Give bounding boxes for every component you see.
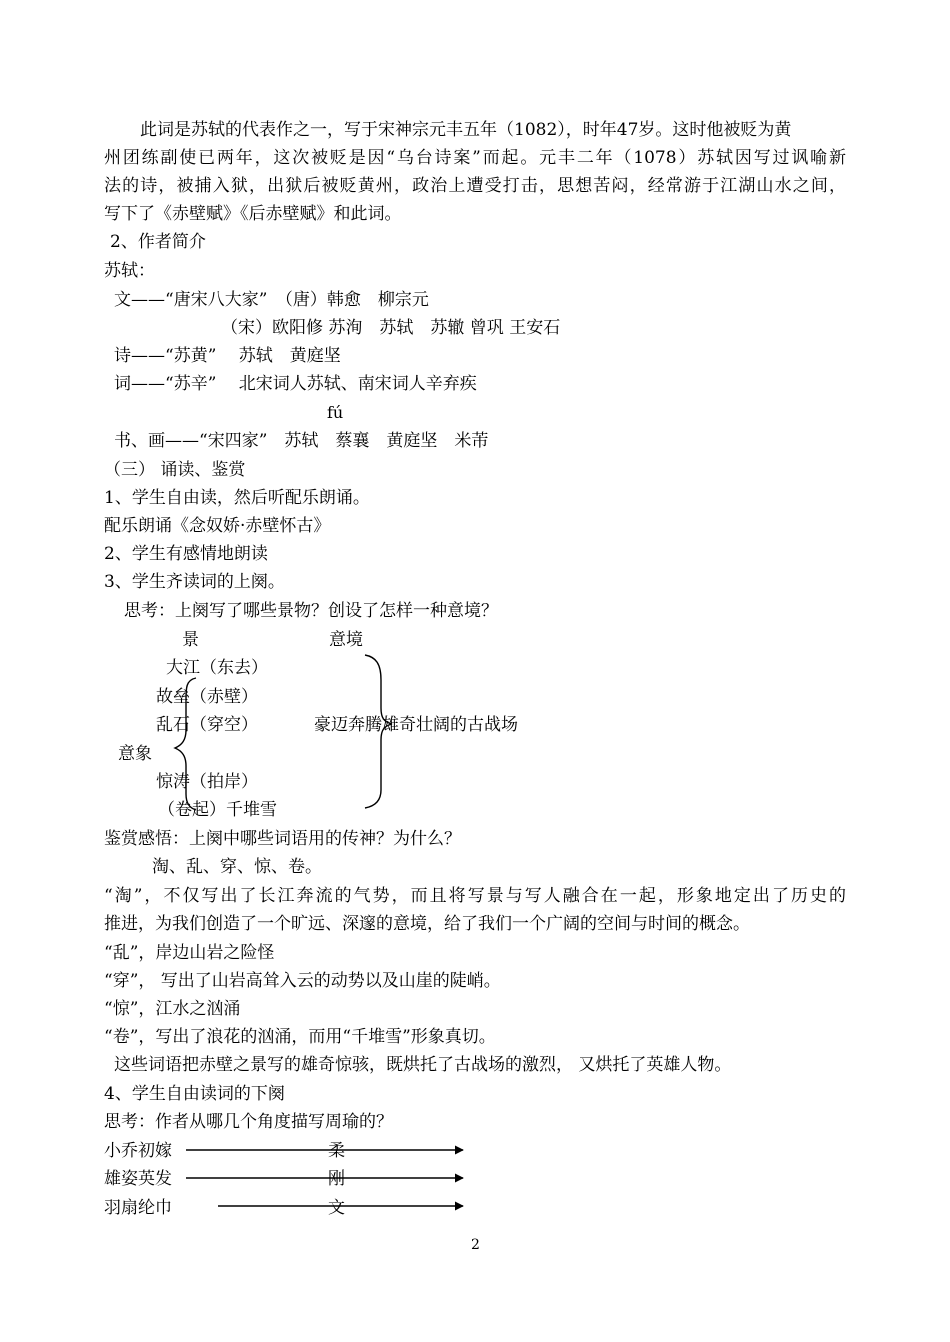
part4-think: 思考：作者从哪几个角度描写周瑜的？	[104, 1112, 393, 1132]
intro-line-3: 法的诗，被捕入狱，出狱后被贬黄州，政治上遭受打击，思想苦闷，经常游于江湖山水之间，	[104, 176, 846, 196]
appreciation-juan: “卷”，写出了浪花的汹涌，而用“千堆雪”形象真切。	[104, 1027, 496, 1047]
zhouyu-row-right: 柔	[328, 1141, 345, 1161]
author-shi: 诗——“苏黄” 苏轼 黄庭坚	[114, 346, 341, 366]
zhouyu-row-right: 文	[328, 1198, 345, 1218]
page-number: 2	[471, 1237, 480, 1253]
diagram-item: 惊涛（拍岸）	[156, 772, 258, 792]
diagram-item: （卷起）千堆雪	[158, 800, 277, 820]
author-ci: 词——“苏辛” 北宋词人苏轼、南宋词人辛弃疾	[114, 374, 477, 394]
appreciation-chuan: “穿”， 写出了山岩高耸入云的动势以及山崖的陡峭。	[104, 971, 501, 991]
zhouyu-row-left: 小乔初嫁	[104, 1141, 172, 1161]
author-name: 苏轼：	[104, 261, 155, 281]
appreciation-tao-1: “淘”，不仅写出了长江奔流的气势，而且将写景与写人融合在一起，形象地定出了历史的	[104, 886, 846, 906]
reading-step-2: 2、学生有感情地朗读	[104, 544, 268, 564]
part4-heading: 4、学生自由读词的下阕	[104, 1084, 285, 1104]
appreciation-question: 鉴赏感悟：上阕中哪些词语用的传神？为什么？	[104, 829, 461, 849]
appreciation-luan: “乱”，岸边山岩之险怪	[104, 943, 275, 963]
reading-step-3: 3、学生齐读词的上阕。	[104, 572, 285, 592]
diagram-item: 大江（东去）	[166, 658, 268, 678]
reading-step-1b: 配乐朗诵《念奴娇·赤壁怀古》	[104, 516, 331, 536]
pinyin-fu: fú	[327, 403, 344, 422]
zhouyu-row-right: 刚	[328, 1169, 345, 1189]
author-wen-2: （宋）欧阳修 苏洵 苏轼 苏辙 曾巩 王安石	[221, 318, 561, 338]
reading-step-1: 1、学生自由读，然后听配乐朗诵。	[104, 488, 370, 508]
diagram-label-imagery: 意象	[118, 744, 152, 764]
intro-line-4: 写下了《赤壁赋》《后赤壁赋》和此词。	[104, 204, 402, 224]
author-wen-1: 文——“唐宋八大家” （唐）韩愈 柳宗元	[114, 290, 429, 310]
diagram-mood: 豪迈奔腾雄奇壮阔的古战场	[314, 715, 518, 735]
zhouyu-row-left: 羽扇纶巾	[104, 1198, 172, 1218]
diagram-item: 故垒（赤壁）	[156, 687, 258, 707]
zhouyu-row-left: 雄姿英发	[104, 1169, 172, 1189]
diagram-col-scene: 景	[182, 630, 199, 650]
intro-line-1: 此词是苏轼的代表作之一，写于宋神宗元丰五年（1082），时年47岁。这时他被贬为黄	[140, 120, 792, 140]
appreciation-jing: “惊”，江水之汹涌	[104, 999, 241, 1019]
intro-line-2: 州团练副使已两年，这次被贬是因“乌台诗案”而起。元丰二年（1078）苏轼因写过讽喻新	[104, 148, 846, 168]
diagram-col-mood: 意境	[329, 630, 363, 650]
diagram-item: 乱石（穿空）	[156, 715, 258, 735]
author-shuhua: 书、画——“宋四家” 苏轼 蔡襄 黄庭坚 米芾	[114, 431, 489, 451]
reading-think-1: 思考：上阕写了哪些景物？创设了怎样一种意境？	[124, 601, 498, 621]
appreciation-tao-2: 推进，为我们创造了一个旷远、深邃的意境，给了我们一个广阔的空间与时间的概念。	[104, 914, 750, 934]
appreciation-words: 淘、乱、穿、惊、卷。	[152, 857, 322, 877]
appreciation-summary: 这些词语把赤壁之景写的雄奇惊骇，既烘托了古战场的激烈， 又烘托了英雄人物。	[114, 1055, 732, 1075]
reading-heading: （三） 诵读、鉴赏	[104, 460, 246, 480]
author-heading: 2、作者简介	[110, 232, 206, 252]
